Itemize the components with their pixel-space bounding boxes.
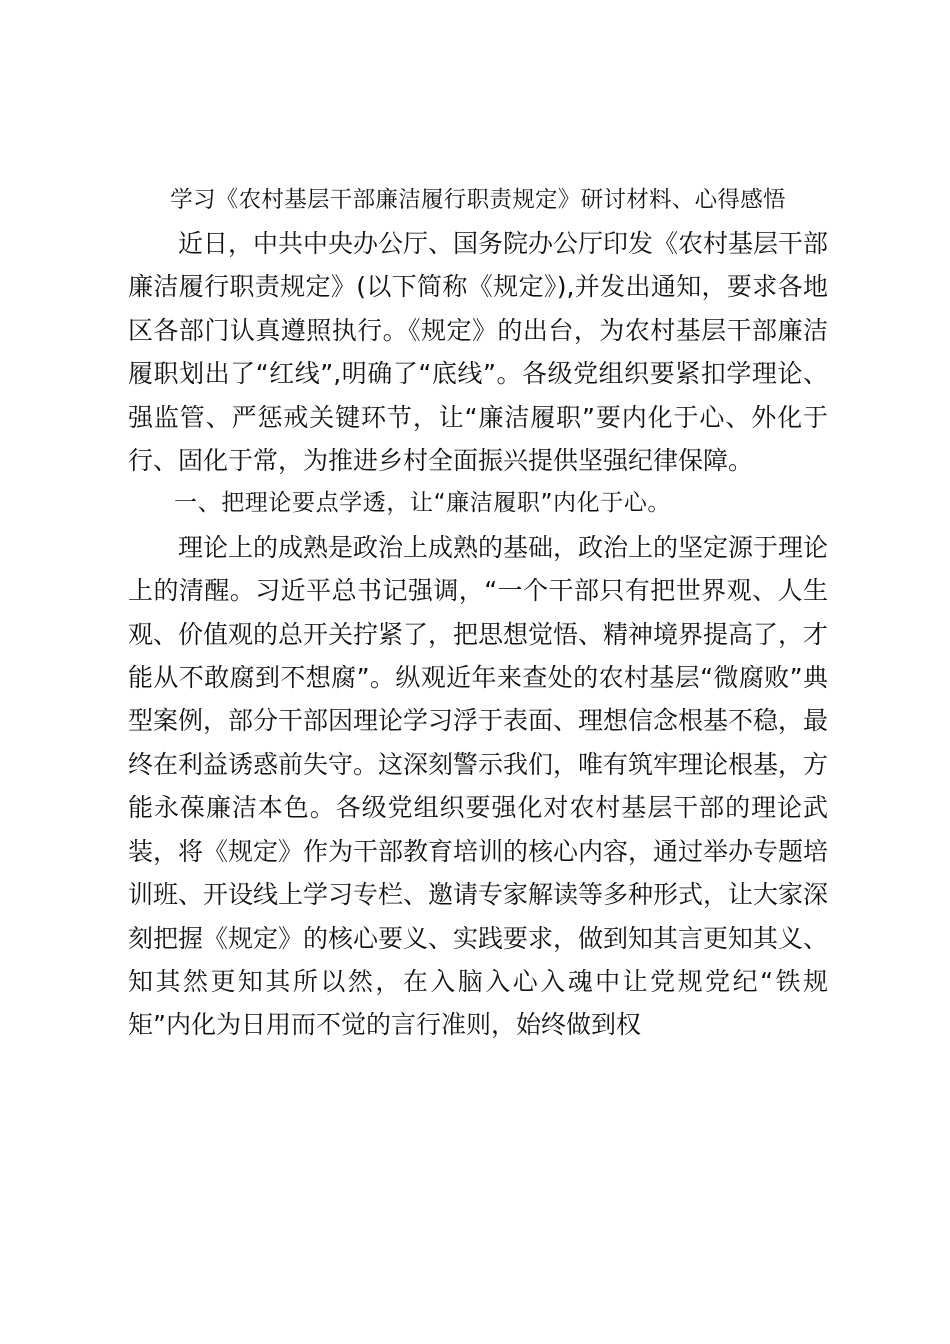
document-body <box>128 222 829 1040</box>
section-heading: 一、把理论要点学透，让“廉洁履职”内化于心。 <box>174 490 672 517</box>
section-paragraph: 理论上的成熟是政治上成熟的基础，政治上的坚定源于理论上的清醒。习近平总书记强调，“一个干部只有把世界观、人生观、价值观的总开关拧紧了，把思想觉悟、精神境界提高了，才能从不敢腐到不想腐”。纵观近年来查处的农村基层“微腐败”典型案例，部分干部因理论学习浮于表面、理想信念根基不稳，最终在利益诱惑前失守。这深刻警示我们，唯有筑牢理论根基，方能永葆廉洁本色。各级党组织要强化对农村基层干部的理论武装，将《规定》作为干部教育培训的核心内容，通过举办专题培训班、开设线上学习专栏、邀请专家解读等多种形式，让大家深刻把握《规定》的核心要义、实践要求，做到知其言更知其义、知其然更知其所以然，在入脑入心入魂中让党规党纪“铁规矩”内化为日用而不觉的言行准则，始终做到权 <box>128 532 829 1040</box>
intro-paragraph: 近日，中共中央办公厅、国务院办公厅印发《农村基层干部廉洁履行职责规定》(以下简称《规定》),并发出通知，要求各地区各部门认真遵照执行。《规定》的出台，为农村基层干部廉洁履职划出了“红线”,明确了“底线”。各级党组织要紧扣学理论、强监管、严惩戒关键环节，让“廉洁履职”要内化于心、外化于行、固化于常，为推进乡村全面振兴提供坚强纪律保障。 <box>128 229 829 476</box>
document-title: 学习《农村基层干部廉洁履行职责规定》研讨材料、心得感悟 <box>170 187 786 213</box>
